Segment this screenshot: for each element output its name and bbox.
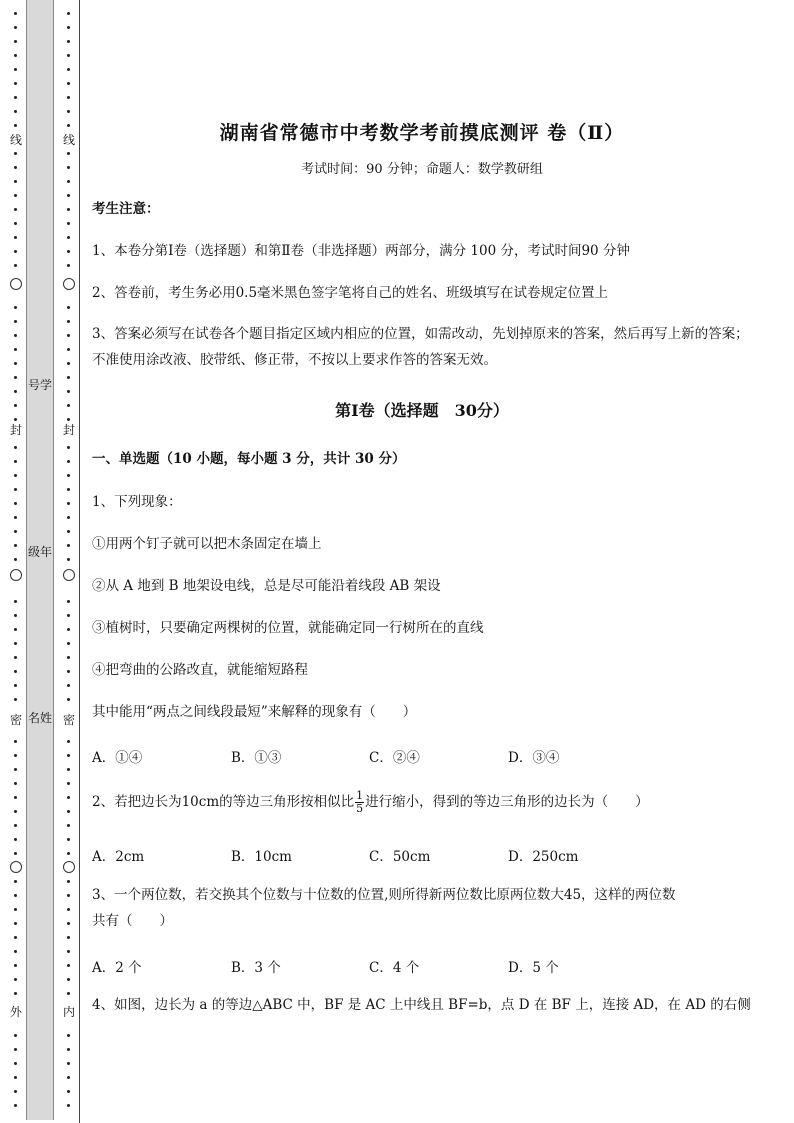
binding-dot: [14, 1076, 17, 1079]
q3-option-c: C．4 个: [369, 960, 420, 976]
binding-dot: [67, 796, 70, 799]
q2-stem-after: 进行缩小，得到的等边三角形的边长为（ ）: [365, 794, 649, 810]
binding-char: 外: [9, 1005, 22, 1019]
binding-dot: [67, 880, 70, 883]
student-info-strip: [26, 0, 54, 1120]
binding-dot: [14, 894, 17, 897]
binding-dot: [67, 768, 70, 771]
binding-dot: [67, 488, 70, 491]
binding-dot: [14, 782, 17, 785]
q2-fraction-denominator: 5: [356, 802, 364, 815]
binding-dot: [67, 334, 70, 337]
q2-stem: [92, 789, 752, 815]
binding-dot: [14, 838, 17, 841]
notice-2: 2、答卷前，考生务必用0.5毫米黑色签字笔将自己的姓名、班级填写在试卷规定位置上: [92, 285, 609, 301]
binding-dot: [67, 26, 70, 29]
binding-dot: [67, 838, 70, 841]
binding-dot: [67, 908, 70, 911]
class-label: 级年: [27, 545, 52, 559]
binding-dot: [14, 362, 17, 365]
notice-heading: 考生注意：: [92, 201, 160, 217]
binding-dot: [14, 642, 17, 645]
q2-option-d: D．250cm: [508, 849, 579, 865]
binding-dot: [67, 166, 70, 169]
binding-dot: [67, 82, 70, 85]
binding-dot: [67, 530, 70, 533]
q1-option-a: A．①④: [92, 750, 143, 766]
binding-dot: [14, 908, 17, 911]
binding-dot: [67, 12, 70, 15]
binding-dot: [14, 418, 17, 421]
binding-dot: [14, 124, 17, 127]
binding-dot: [14, 978, 17, 981]
binding-dot: [14, 488, 17, 491]
binding-dot: [14, 670, 17, 673]
binding-circle: [10, 861, 22, 873]
binding-dot: [14, 404, 17, 407]
binding-dot: [14, 1048, 17, 1051]
binding-char: 密: [62, 713, 75, 727]
binding-dot: [67, 670, 70, 673]
binding-dot: [14, 334, 17, 337]
binding-dot: [14, 82, 17, 85]
q1-question: 其中能用“两点之间线段最短”来解释的现象有（ ）: [92, 704, 417, 720]
binding-dot: [14, 166, 17, 169]
binding-dot: [14, 222, 17, 225]
binding-dot: [67, 320, 70, 323]
q2-option-b: B．10cm: [231, 849, 292, 865]
binding-dot: [67, 810, 70, 813]
binding-dot: [14, 1034, 17, 1037]
binding-dot: [67, 684, 70, 687]
binding-dot: [14, 1062, 17, 1065]
binding-dot: [67, 54, 70, 57]
binding-char: 封: [62, 423, 75, 437]
binding-dot: [67, 348, 70, 351]
binding-dot: [14, 96, 17, 99]
binding-dot: [67, 306, 70, 309]
binding-dot: [67, 936, 70, 939]
q1-option-c: C．②④: [369, 750, 420, 766]
q1-option-d: D．③④: [508, 750, 560, 766]
binding-dot: [67, 698, 70, 701]
binding-dot: [14, 810, 17, 813]
binding-circle: [63, 861, 75, 873]
binding-dot: [14, 208, 17, 211]
binding-dot: [14, 40, 17, 43]
q3-option-b: B．3 个: [231, 960, 281, 976]
binding-dot: [67, 362, 70, 365]
binding-dot: [14, 628, 17, 631]
binding-char: 密: [9, 713, 22, 727]
binding-dot: [67, 600, 70, 603]
binding-char: 线: [9, 133, 22, 147]
binding-margin: [0, 0, 90, 1123]
name-label: 名姓: [27, 711, 52, 725]
binding-char: 线: [62, 133, 75, 147]
q2-stem-before: 2、若把边长为10cm的等边三角形按相似比: [92, 794, 355, 810]
q1-item-3: ③植树时，只要确定两棵树的位置，就能确定同一行树所在的直线: [92, 620, 484, 636]
binding-dot: [67, 950, 70, 953]
binding-dot: [67, 824, 70, 827]
binding-dot: [14, 516, 17, 519]
binding-dot: [14, 558, 17, 561]
binding-dot: [14, 320, 17, 323]
binding-dot: [67, 390, 70, 393]
notice-3: 3、答案必须写在试卷各个题目指定区域内相应的位置，如需改动，先划掉原来的答案，然后再写上新的答案；不准使用涂改液、胶带纸、修正带，不按以上要求作答的答案无效。: [92, 326, 749, 368]
q3-option-a: A．2 个: [92, 960, 142, 976]
exam-title: 湖南省常德市中考数学考前摸底测评 卷（Ⅱ）: [219, 122, 625, 144]
binding-char: 内: [62, 1005, 75, 1019]
binding-dot: [14, 306, 17, 309]
binding-dot: [67, 558, 70, 561]
binding-dot: [67, 740, 70, 743]
binding-dot: [14, 264, 17, 267]
binding-dot: [67, 544, 70, 547]
outer-dotted-line: [9, 0, 23, 1123]
binding-dot: [67, 474, 70, 477]
student-number-label: 号学: [27, 378, 52, 392]
binding-dot: [14, 544, 17, 547]
binding-dot: [14, 754, 17, 757]
binding-circle: [10, 569, 22, 581]
binding-dot: [67, 460, 70, 463]
q3-option-d: D．5 个: [508, 960, 559, 976]
binding-dot: [67, 1034, 70, 1037]
binding-dot: [67, 1076, 70, 1079]
binding-dot: [14, 684, 17, 687]
binding-dot: [14, 474, 17, 477]
q4-stem: 4、如图，边长为 a 的等边△ABC 中，BF 是 AC 上中线且 BF=b，点 D 在 BF 上，连接 AD，在 AD 的右侧: [92, 997, 751, 1013]
binding-dot: [67, 1048, 70, 1051]
binding-dot: [14, 236, 17, 239]
binding-dot: [14, 964, 17, 967]
binding-dot: [14, 740, 17, 743]
binding-dot: [67, 642, 70, 645]
part-heading: 一、单选题（10 小题，每小题 3 分，共计 30 分）: [92, 451, 406, 467]
binding-dot: [67, 502, 70, 505]
q1-stem: 1、下列现象：: [92, 494, 182, 510]
binding-dot: [14, 110, 17, 113]
q1-item-1: ①用两个钉子就可以把木条固定在墙上: [92, 536, 322, 552]
binding-dot: [67, 180, 70, 183]
binding-dot: [14, 12, 17, 15]
binding-dot: [14, 376, 17, 379]
binding-dot: [67, 250, 70, 253]
binding-dot: [14, 194, 17, 197]
binding-dot: [67, 222, 70, 225]
binding-dot: [67, 40, 70, 43]
notice-1: 1、本卷分第Ⅰ卷（选择题）和第Ⅱ卷（非选择题）两部分，满分 100 分，考试时间90 分钟: [92, 243, 630, 259]
binding-dot: [67, 614, 70, 617]
binding-dot: [67, 992, 70, 995]
q2-fraction: [355, 790, 364, 815]
binding-dot: [14, 698, 17, 701]
binding-dot: [67, 110, 70, 113]
binding-circle: [63, 569, 75, 581]
binding-dot: [67, 852, 70, 855]
binding-dot: [14, 446, 17, 449]
binding-dot: [14, 824, 17, 827]
binding-dot: [14, 1104, 17, 1107]
binding-dot: [67, 978, 70, 981]
binding-dot: [67, 1090, 70, 1093]
binding-dot: [67, 376, 70, 379]
q1-item-2: ②从 A 地到 B 地架设电线，总是尽可能沿着线段 AB 架设: [92, 578, 441, 594]
section-title: 第Ⅰ卷（选择题 30分）: [335, 401, 509, 420]
binding-dot: [14, 600, 17, 603]
binding-dot: [67, 656, 70, 659]
binding-dot: [14, 880, 17, 883]
binding-dot: [14, 852, 17, 855]
binding-circle: [10, 278, 22, 290]
binding-dot: [67, 124, 70, 127]
binding-char: 封: [9, 423, 22, 437]
margin-rule: [79, 0, 80, 1123]
q2-option-a: A．2cm: [92, 849, 145, 865]
binding-dot: [14, 152, 17, 155]
q2-fraction-numerator: 1: [356, 789, 364, 802]
binding-dot: [14, 348, 17, 351]
binding-dot: [67, 236, 70, 239]
binding-dot: [67, 782, 70, 785]
binding-dot: [67, 404, 70, 407]
binding-dot: [67, 894, 70, 897]
binding-dot: [67, 516, 70, 519]
q3-stem-line2: 共有（ ）: [92, 913, 173, 929]
binding-dot: [67, 964, 70, 967]
binding-dot: [14, 768, 17, 771]
binding-dot: [67, 152, 70, 155]
binding-dot: [14, 530, 17, 533]
binding-dot: [67, 194, 70, 197]
binding-dot: [67, 446, 70, 449]
binding-dot: [14, 992, 17, 995]
q2-option-c: C．50cm: [369, 849, 431, 865]
binding-dot: [67, 418, 70, 421]
binding-circle: [63, 278, 75, 290]
binding-dot: [14, 1090, 17, 1093]
binding-dot: [67, 264, 70, 267]
binding-dot: [67, 754, 70, 757]
binding-dot: [14, 614, 17, 617]
inner-dotted-line: [62, 0, 76, 1123]
binding-dot: [14, 26, 17, 29]
binding-dot: [14, 390, 17, 393]
binding-dot: [14, 502, 17, 505]
q1-option-b: B．①③: [231, 750, 282, 766]
binding-dot: [14, 68, 17, 71]
binding-dot: [67, 1104, 70, 1107]
exam-subtitle: 考试时间：90 分钟；命题人：数学教研组: [301, 162, 543, 177]
binding-dot: [67, 96, 70, 99]
binding-dot: [14, 796, 17, 799]
binding-dot: [14, 922, 17, 925]
binding-dot: [14, 656, 17, 659]
q3-stem-line1: 3、一个两位数，若交换其个位数与十位数的位置,则所得新两位数比原两位数大45，这样的两位数: [92, 887, 676, 903]
q1-item-4: ④把弯曲的公路改直，就能缩短路程: [92, 662, 308, 678]
binding-dot: [14, 936, 17, 939]
binding-dot: [14, 54, 17, 57]
binding-dot: [14, 460, 17, 463]
binding-dot: [67, 1062, 70, 1065]
binding-dot: [67, 68, 70, 71]
binding-dot: [14, 250, 17, 253]
binding-dot: [67, 922, 70, 925]
binding-dot: [67, 208, 70, 211]
binding-dot: [14, 950, 17, 953]
binding-dot: [67, 628, 70, 631]
binding-dot: [14, 180, 17, 183]
